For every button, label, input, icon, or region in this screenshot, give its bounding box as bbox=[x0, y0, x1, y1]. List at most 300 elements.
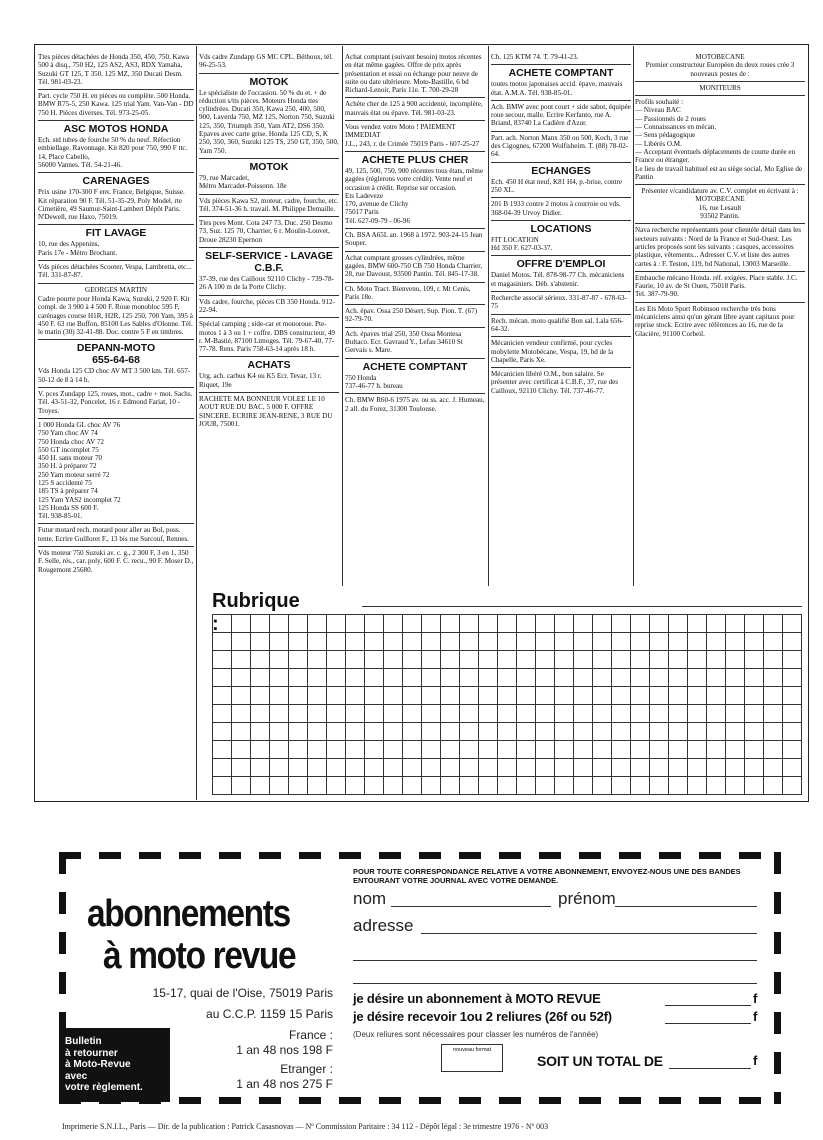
grid-cell[interactable] bbox=[232, 777, 251, 795]
grid-cell[interactable] bbox=[517, 651, 536, 669]
grid-cell[interactable] bbox=[669, 633, 688, 651]
grid-cell[interactable] bbox=[669, 741, 688, 759]
grid-cell[interactable] bbox=[289, 633, 308, 651]
grid-cell[interactable] bbox=[251, 723, 270, 741]
grid-cell[interactable] bbox=[270, 615, 289, 633]
grid-cell[interactable] bbox=[745, 633, 764, 651]
grid-cell[interactable] bbox=[783, 759, 802, 777]
adresse-field-line-2[interactable] bbox=[353, 960, 757, 961]
grid-cell[interactable] bbox=[745, 615, 764, 633]
grid-cell[interactable] bbox=[460, 615, 479, 633]
grid-cell[interactable] bbox=[403, 687, 422, 705]
grid-cell[interactable] bbox=[669, 759, 688, 777]
grid-cell[interactable] bbox=[384, 777, 403, 795]
grid-cell[interactable] bbox=[669, 669, 688, 687]
grid-cell[interactable] bbox=[403, 777, 422, 795]
grid-cell[interactable] bbox=[612, 741, 631, 759]
grid-cell[interactable] bbox=[384, 759, 403, 777]
grid-cell[interactable] bbox=[403, 669, 422, 687]
grid-cell[interactable] bbox=[346, 669, 365, 687]
grid-cell[interactable] bbox=[384, 741, 403, 759]
grid-cell[interactable] bbox=[308, 615, 327, 633]
grid-cell[interactable] bbox=[726, 669, 745, 687]
grid-cell[interactable] bbox=[289, 759, 308, 777]
grid-cell[interactable] bbox=[726, 651, 745, 669]
grid-cell[interactable] bbox=[422, 687, 441, 705]
grid-cell[interactable] bbox=[232, 633, 251, 651]
grid-cell[interactable] bbox=[707, 741, 726, 759]
grid-cell[interactable] bbox=[479, 759, 498, 777]
grid-cell[interactable] bbox=[745, 669, 764, 687]
grid-cell[interactable] bbox=[289, 615, 308, 633]
grid-cell[interactable] bbox=[498, 615, 517, 633]
grid-cell[interactable] bbox=[270, 741, 289, 759]
grid-cell[interactable] bbox=[479, 723, 498, 741]
grid-cell[interactable] bbox=[707, 759, 726, 777]
grid-cell[interactable] bbox=[422, 615, 441, 633]
grid-cell[interactable] bbox=[631, 777, 650, 795]
grid-cell[interactable] bbox=[764, 705, 783, 723]
grid-cell[interactable] bbox=[631, 741, 650, 759]
grid-cell[interactable] bbox=[403, 741, 422, 759]
grid-cell[interactable] bbox=[289, 669, 308, 687]
grid-cell[interactable] bbox=[441, 633, 460, 651]
grid-cell[interactable] bbox=[403, 759, 422, 777]
grid-cell[interactable] bbox=[707, 705, 726, 723]
prenom-field[interactable] bbox=[615, 906, 757, 907]
grid-cell[interactable] bbox=[555, 705, 574, 723]
grid-cell[interactable] bbox=[346, 615, 365, 633]
grid-cell[interactable] bbox=[650, 759, 669, 777]
grid-cell[interactable] bbox=[327, 669, 346, 687]
grid-cell[interactable] bbox=[479, 687, 498, 705]
grid-cell[interactable] bbox=[783, 633, 802, 651]
grid-cell[interactable] bbox=[612, 687, 631, 705]
grid-cell[interactable] bbox=[593, 759, 612, 777]
grid-cell[interactable] bbox=[726, 633, 745, 651]
grid-cell[interactable] bbox=[346, 723, 365, 741]
grid-cell[interactable] bbox=[232, 741, 251, 759]
grid-cell[interactable] bbox=[498, 723, 517, 741]
grid-cell[interactable] bbox=[726, 687, 745, 705]
grid-cell[interactable] bbox=[308, 651, 327, 669]
grid-cell[interactable] bbox=[460, 633, 479, 651]
grid-cell[interactable] bbox=[517, 777, 536, 795]
grid-cell[interactable] bbox=[422, 633, 441, 651]
grid-cell[interactable] bbox=[631, 705, 650, 723]
grid-cell[interactable] bbox=[441, 669, 460, 687]
grid-cell[interactable] bbox=[612, 705, 631, 723]
grid-cell[interactable] bbox=[213, 615, 232, 633]
grid-cell[interactable] bbox=[422, 741, 441, 759]
grid-cell[interactable] bbox=[612, 633, 631, 651]
grid-cell[interactable] bbox=[631, 759, 650, 777]
grid-cell[interactable] bbox=[460, 777, 479, 795]
grid-cell[interactable] bbox=[555, 741, 574, 759]
grid-cell[interactable] bbox=[308, 705, 327, 723]
grid-cell[interactable] bbox=[327, 777, 346, 795]
grid-cell[interactable] bbox=[308, 777, 327, 795]
grid-cell[interactable] bbox=[631, 687, 650, 705]
grid-cell[interactable] bbox=[498, 633, 517, 651]
grid-cell[interactable] bbox=[441, 615, 460, 633]
grid-cell[interactable] bbox=[631, 651, 650, 669]
grid-cell[interactable] bbox=[422, 651, 441, 669]
grid-cell[interactable] bbox=[783, 705, 802, 723]
grid-cell[interactable] bbox=[270, 705, 289, 723]
grid-cell[interactable] bbox=[498, 741, 517, 759]
grid-cell[interactable] bbox=[289, 723, 308, 741]
grid-cell[interactable] bbox=[707, 669, 726, 687]
grid-cell[interactable] bbox=[707, 651, 726, 669]
grid-cell[interactable] bbox=[251, 705, 270, 723]
grid-cell[interactable] bbox=[346, 759, 365, 777]
grid-cell[interactable] bbox=[327, 633, 346, 651]
grid-cell[interactable] bbox=[479, 633, 498, 651]
nom-field[interactable] bbox=[391, 906, 551, 907]
grid-cell[interactable] bbox=[460, 741, 479, 759]
grid-cell[interactable] bbox=[517, 615, 536, 633]
grid-cell[interactable] bbox=[726, 615, 745, 633]
grid-cell[interactable] bbox=[422, 669, 441, 687]
grid-cell[interactable] bbox=[612, 777, 631, 795]
grid-cell[interactable] bbox=[346, 705, 365, 723]
grid-cell[interactable] bbox=[745, 741, 764, 759]
grid-cell[interactable] bbox=[650, 723, 669, 741]
grid-cell[interactable] bbox=[365, 687, 384, 705]
grid-cell[interactable] bbox=[270, 633, 289, 651]
grid-cell[interactable] bbox=[669, 651, 688, 669]
total-amount-field[interactable] bbox=[669, 1068, 751, 1069]
grid-cell[interactable] bbox=[536, 633, 555, 651]
grid-cell[interactable] bbox=[384, 651, 403, 669]
grid-cell[interactable] bbox=[441, 723, 460, 741]
grid-cell[interactable] bbox=[688, 669, 707, 687]
grid-cell[interactable] bbox=[365, 615, 384, 633]
grid-cell[interactable] bbox=[631, 723, 650, 741]
grid-cell[interactable] bbox=[764, 723, 783, 741]
grid-cell[interactable] bbox=[232, 723, 251, 741]
grid-cell[interactable] bbox=[213, 669, 232, 687]
grid-cell[interactable] bbox=[289, 741, 308, 759]
grid-cell[interactable] bbox=[327, 651, 346, 669]
grid-cell[interactable] bbox=[593, 741, 612, 759]
grid-cell[interactable] bbox=[707, 687, 726, 705]
grid-cell[interactable] bbox=[593, 705, 612, 723]
grid-cell[interactable] bbox=[669, 723, 688, 741]
grid-cell[interactable] bbox=[384, 615, 403, 633]
grid-cell[interactable] bbox=[270, 759, 289, 777]
grid-cell[interactable] bbox=[422, 759, 441, 777]
grid-cell[interactable] bbox=[783, 687, 802, 705]
grid-cell[interactable] bbox=[536, 615, 555, 633]
grid-cell[interactable] bbox=[251, 759, 270, 777]
grid-cell[interactable] bbox=[460, 759, 479, 777]
grid-cell[interactable] bbox=[441, 741, 460, 759]
grid-cell[interactable] bbox=[517, 669, 536, 687]
grid-cell[interactable] bbox=[593, 687, 612, 705]
grid-cell[interactable] bbox=[365, 705, 384, 723]
grid-cell[interactable] bbox=[460, 651, 479, 669]
grid-cell[interactable] bbox=[555, 633, 574, 651]
grid-cell[interactable] bbox=[422, 777, 441, 795]
grid-cell[interactable] bbox=[574, 759, 593, 777]
grid-cell[interactable] bbox=[270, 687, 289, 705]
grid-cell[interactable] bbox=[327, 615, 346, 633]
grid-cell[interactable] bbox=[688, 705, 707, 723]
rubrique-grid[interactable] bbox=[212, 614, 802, 795]
grid-cell[interactable] bbox=[593, 723, 612, 741]
grid-cell[interactable] bbox=[232, 651, 251, 669]
grid-cell[interactable] bbox=[308, 741, 327, 759]
grid-cell[interactable] bbox=[346, 651, 365, 669]
grid-cell[interactable] bbox=[593, 669, 612, 687]
grid-cell[interactable] bbox=[783, 723, 802, 741]
grid-cell[interactable] bbox=[574, 723, 593, 741]
grid-cell[interactable] bbox=[593, 777, 612, 795]
grid-cell[interactable] bbox=[688, 633, 707, 651]
grid-cell[interactable] bbox=[650, 615, 669, 633]
grid-cell[interactable] bbox=[650, 777, 669, 795]
grid-cell[interactable] bbox=[308, 759, 327, 777]
grid-cell[interactable] bbox=[384, 669, 403, 687]
grid-cell[interactable] bbox=[688, 723, 707, 741]
grid-cell[interactable] bbox=[251, 633, 270, 651]
grid-cell[interactable] bbox=[479, 669, 498, 687]
grid-cell[interactable] bbox=[365, 633, 384, 651]
grid-cell[interactable] bbox=[346, 741, 365, 759]
grid-cell[interactable] bbox=[574, 687, 593, 705]
grid-cell[interactable] bbox=[555, 777, 574, 795]
grid-cell[interactable] bbox=[384, 723, 403, 741]
grid-cell[interactable] bbox=[289, 651, 308, 669]
grid-cell[interactable] bbox=[612, 615, 631, 633]
grid-cell[interactable] bbox=[232, 705, 251, 723]
grid-cell[interactable] bbox=[251, 687, 270, 705]
grid-cell[interactable] bbox=[270, 723, 289, 741]
grid-cell[interactable] bbox=[536, 687, 555, 705]
grid-cell[interactable] bbox=[213, 777, 232, 795]
grid-cell[interactable] bbox=[650, 741, 669, 759]
grid-cell[interactable] bbox=[479, 615, 498, 633]
grid-cell[interactable] bbox=[536, 669, 555, 687]
grid-cell[interactable] bbox=[251, 741, 270, 759]
grid-cell[interactable] bbox=[593, 651, 612, 669]
grid-cell[interactable] bbox=[650, 633, 669, 651]
grid-cell[interactable] bbox=[384, 705, 403, 723]
grid-cell[interactable] bbox=[479, 777, 498, 795]
grid-cell[interactable] bbox=[232, 759, 251, 777]
grid-cell[interactable] bbox=[479, 741, 498, 759]
grid-cell[interactable] bbox=[669, 705, 688, 723]
grid-cell[interactable] bbox=[745, 687, 764, 705]
grid-cell[interactable] bbox=[764, 741, 783, 759]
grid-cell[interactable] bbox=[745, 723, 764, 741]
grid-cell[interactable] bbox=[289, 705, 308, 723]
grid-cell[interactable] bbox=[688, 651, 707, 669]
grid-cell[interactable] bbox=[574, 669, 593, 687]
grid-cell[interactable] bbox=[555, 651, 574, 669]
grid-cell[interactable] bbox=[745, 705, 764, 723]
grid-cell[interactable] bbox=[365, 669, 384, 687]
grid-cell[interactable] bbox=[270, 651, 289, 669]
grid-cell[interactable] bbox=[251, 615, 270, 633]
grid-cell[interactable] bbox=[650, 705, 669, 723]
grid-cell[interactable] bbox=[612, 723, 631, 741]
grid-cell[interactable] bbox=[783, 669, 802, 687]
grid-cell[interactable] bbox=[764, 615, 783, 633]
grid-cell[interactable] bbox=[460, 705, 479, 723]
grid-cell[interactable] bbox=[536, 741, 555, 759]
grid-cell[interactable] bbox=[327, 741, 346, 759]
grid-cell[interactable] bbox=[384, 687, 403, 705]
grid-cell[interactable] bbox=[536, 759, 555, 777]
grid-cell[interactable] bbox=[707, 615, 726, 633]
grid-cell[interactable] bbox=[498, 759, 517, 777]
grid-cell[interactable] bbox=[745, 777, 764, 795]
grid-cell[interactable] bbox=[726, 777, 745, 795]
grid-cell[interactable] bbox=[270, 777, 289, 795]
grid-cell[interactable] bbox=[213, 633, 232, 651]
grid-cell[interactable] bbox=[536, 705, 555, 723]
grid-cell[interactable] bbox=[574, 615, 593, 633]
grid-cell[interactable] bbox=[783, 777, 802, 795]
grid-cell[interactable] bbox=[631, 615, 650, 633]
grid-cell[interactable] bbox=[745, 759, 764, 777]
grid-cell[interactable] bbox=[536, 723, 555, 741]
grid-cell[interactable] bbox=[346, 687, 365, 705]
grid-cell[interactable] bbox=[232, 687, 251, 705]
grid-cell[interactable] bbox=[726, 705, 745, 723]
grid-cell[interactable] bbox=[764, 777, 783, 795]
grid-cell[interactable] bbox=[764, 651, 783, 669]
grid-cell[interactable] bbox=[764, 759, 783, 777]
grid-cell[interactable] bbox=[669, 777, 688, 795]
grid-cell[interactable] bbox=[403, 705, 422, 723]
grid-cell[interactable] bbox=[289, 777, 308, 795]
grid-cell[interactable] bbox=[517, 687, 536, 705]
grid-cell[interactable] bbox=[688, 741, 707, 759]
grid-cell[interactable] bbox=[251, 669, 270, 687]
grid-cell[interactable] bbox=[688, 687, 707, 705]
grid-cell[interactable] bbox=[213, 723, 232, 741]
grid-cell[interactable] bbox=[574, 741, 593, 759]
grid-cell[interactable] bbox=[517, 723, 536, 741]
grid-cell[interactable] bbox=[327, 759, 346, 777]
grid-cell[interactable] bbox=[346, 777, 365, 795]
grid-cell[interactable] bbox=[460, 669, 479, 687]
grid-cell[interactable] bbox=[213, 705, 232, 723]
reliures-amount-field[interactable] bbox=[665, 1023, 751, 1024]
grid-cell[interactable] bbox=[593, 633, 612, 651]
grid-cell[interactable] bbox=[555, 759, 574, 777]
grid-cell[interactable] bbox=[517, 759, 536, 777]
grid-cell[interactable] bbox=[251, 651, 270, 669]
grid-cell[interactable] bbox=[783, 741, 802, 759]
grid-cell[interactable] bbox=[650, 687, 669, 705]
grid-cell[interactable] bbox=[555, 615, 574, 633]
grid-cell[interactable] bbox=[764, 669, 783, 687]
grid-cell[interactable] bbox=[422, 705, 441, 723]
grid-cell[interactable] bbox=[726, 759, 745, 777]
grid-cell[interactable] bbox=[593, 615, 612, 633]
grid-cell[interactable] bbox=[441, 777, 460, 795]
grid-cell[interactable] bbox=[308, 723, 327, 741]
grid-cell[interactable] bbox=[574, 651, 593, 669]
grid-cell[interactable] bbox=[365, 777, 384, 795]
grid-cell[interactable] bbox=[346, 633, 365, 651]
grid-cell[interactable] bbox=[232, 669, 251, 687]
grid-cell[interactable] bbox=[612, 759, 631, 777]
grid-cell[interactable] bbox=[289, 687, 308, 705]
grid-cell[interactable] bbox=[327, 723, 346, 741]
grid-cell[interactable] bbox=[213, 759, 232, 777]
grid-cell[interactable] bbox=[213, 651, 232, 669]
grid-cell[interactable] bbox=[460, 687, 479, 705]
grid-cell[interactable] bbox=[650, 669, 669, 687]
grid-cell[interactable] bbox=[270, 669, 289, 687]
grid-cell[interactable] bbox=[517, 705, 536, 723]
grid-cell[interactable] bbox=[403, 633, 422, 651]
grid-cell[interactable] bbox=[612, 651, 631, 669]
grid-cell[interactable] bbox=[327, 687, 346, 705]
grid-cell[interactable] bbox=[365, 651, 384, 669]
grid-cell[interactable] bbox=[555, 723, 574, 741]
grid-cell[interactable] bbox=[403, 723, 422, 741]
grid-cell[interactable] bbox=[783, 615, 802, 633]
grid-cell[interactable] bbox=[213, 687, 232, 705]
grid-cell[interactable] bbox=[365, 741, 384, 759]
grid-cell[interactable] bbox=[669, 687, 688, 705]
grid-cell[interactable] bbox=[517, 633, 536, 651]
grid-cell[interactable] bbox=[707, 723, 726, 741]
grid-cell[interactable] bbox=[403, 615, 422, 633]
grid-cell[interactable] bbox=[726, 723, 745, 741]
grid-cell[interactable] bbox=[555, 687, 574, 705]
grid-cell[interactable] bbox=[669, 615, 688, 633]
grid-cell[interactable] bbox=[764, 687, 783, 705]
grid-cell[interactable] bbox=[574, 705, 593, 723]
grid-cell[interactable] bbox=[745, 651, 764, 669]
grid-cell[interactable] bbox=[631, 669, 650, 687]
grid-cell[interactable] bbox=[479, 651, 498, 669]
grid-cell[interactable] bbox=[251, 777, 270, 795]
grid-cell[interactable] bbox=[308, 687, 327, 705]
grid-cell[interactable] bbox=[460, 723, 479, 741]
grid-cell[interactable] bbox=[536, 777, 555, 795]
grid-cell[interactable] bbox=[612, 669, 631, 687]
grid-cell[interactable] bbox=[707, 777, 726, 795]
grid-cell[interactable] bbox=[441, 687, 460, 705]
grid-cell[interactable] bbox=[764, 633, 783, 651]
grid-cell[interactable] bbox=[498, 705, 517, 723]
grid-cell[interactable] bbox=[422, 723, 441, 741]
grid-cell[interactable] bbox=[536, 651, 555, 669]
grid-cell[interactable] bbox=[213, 741, 232, 759]
grid-cell[interactable] bbox=[688, 615, 707, 633]
grid-cell[interactable] bbox=[688, 759, 707, 777]
grid-cell[interactable] bbox=[498, 669, 517, 687]
grid-cell[interactable] bbox=[232, 615, 251, 633]
grid-cell[interactable] bbox=[517, 741, 536, 759]
grid-cell[interactable] bbox=[479, 705, 498, 723]
grid-cell[interactable] bbox=[726, 741, 745, 759]
grid-cell[interactable] bbox=[631, 633, 650, 651]
grid-cell[interactable] bbox=[441, 651, 460, 669]
grid-cell[interactable] bbox=[650, 651, 669, 669]
grid-cell[interactable] bbox=[327, 705, 346, 723]
grid-cell[interactable] bbox=[783, 651, 802, 669]
